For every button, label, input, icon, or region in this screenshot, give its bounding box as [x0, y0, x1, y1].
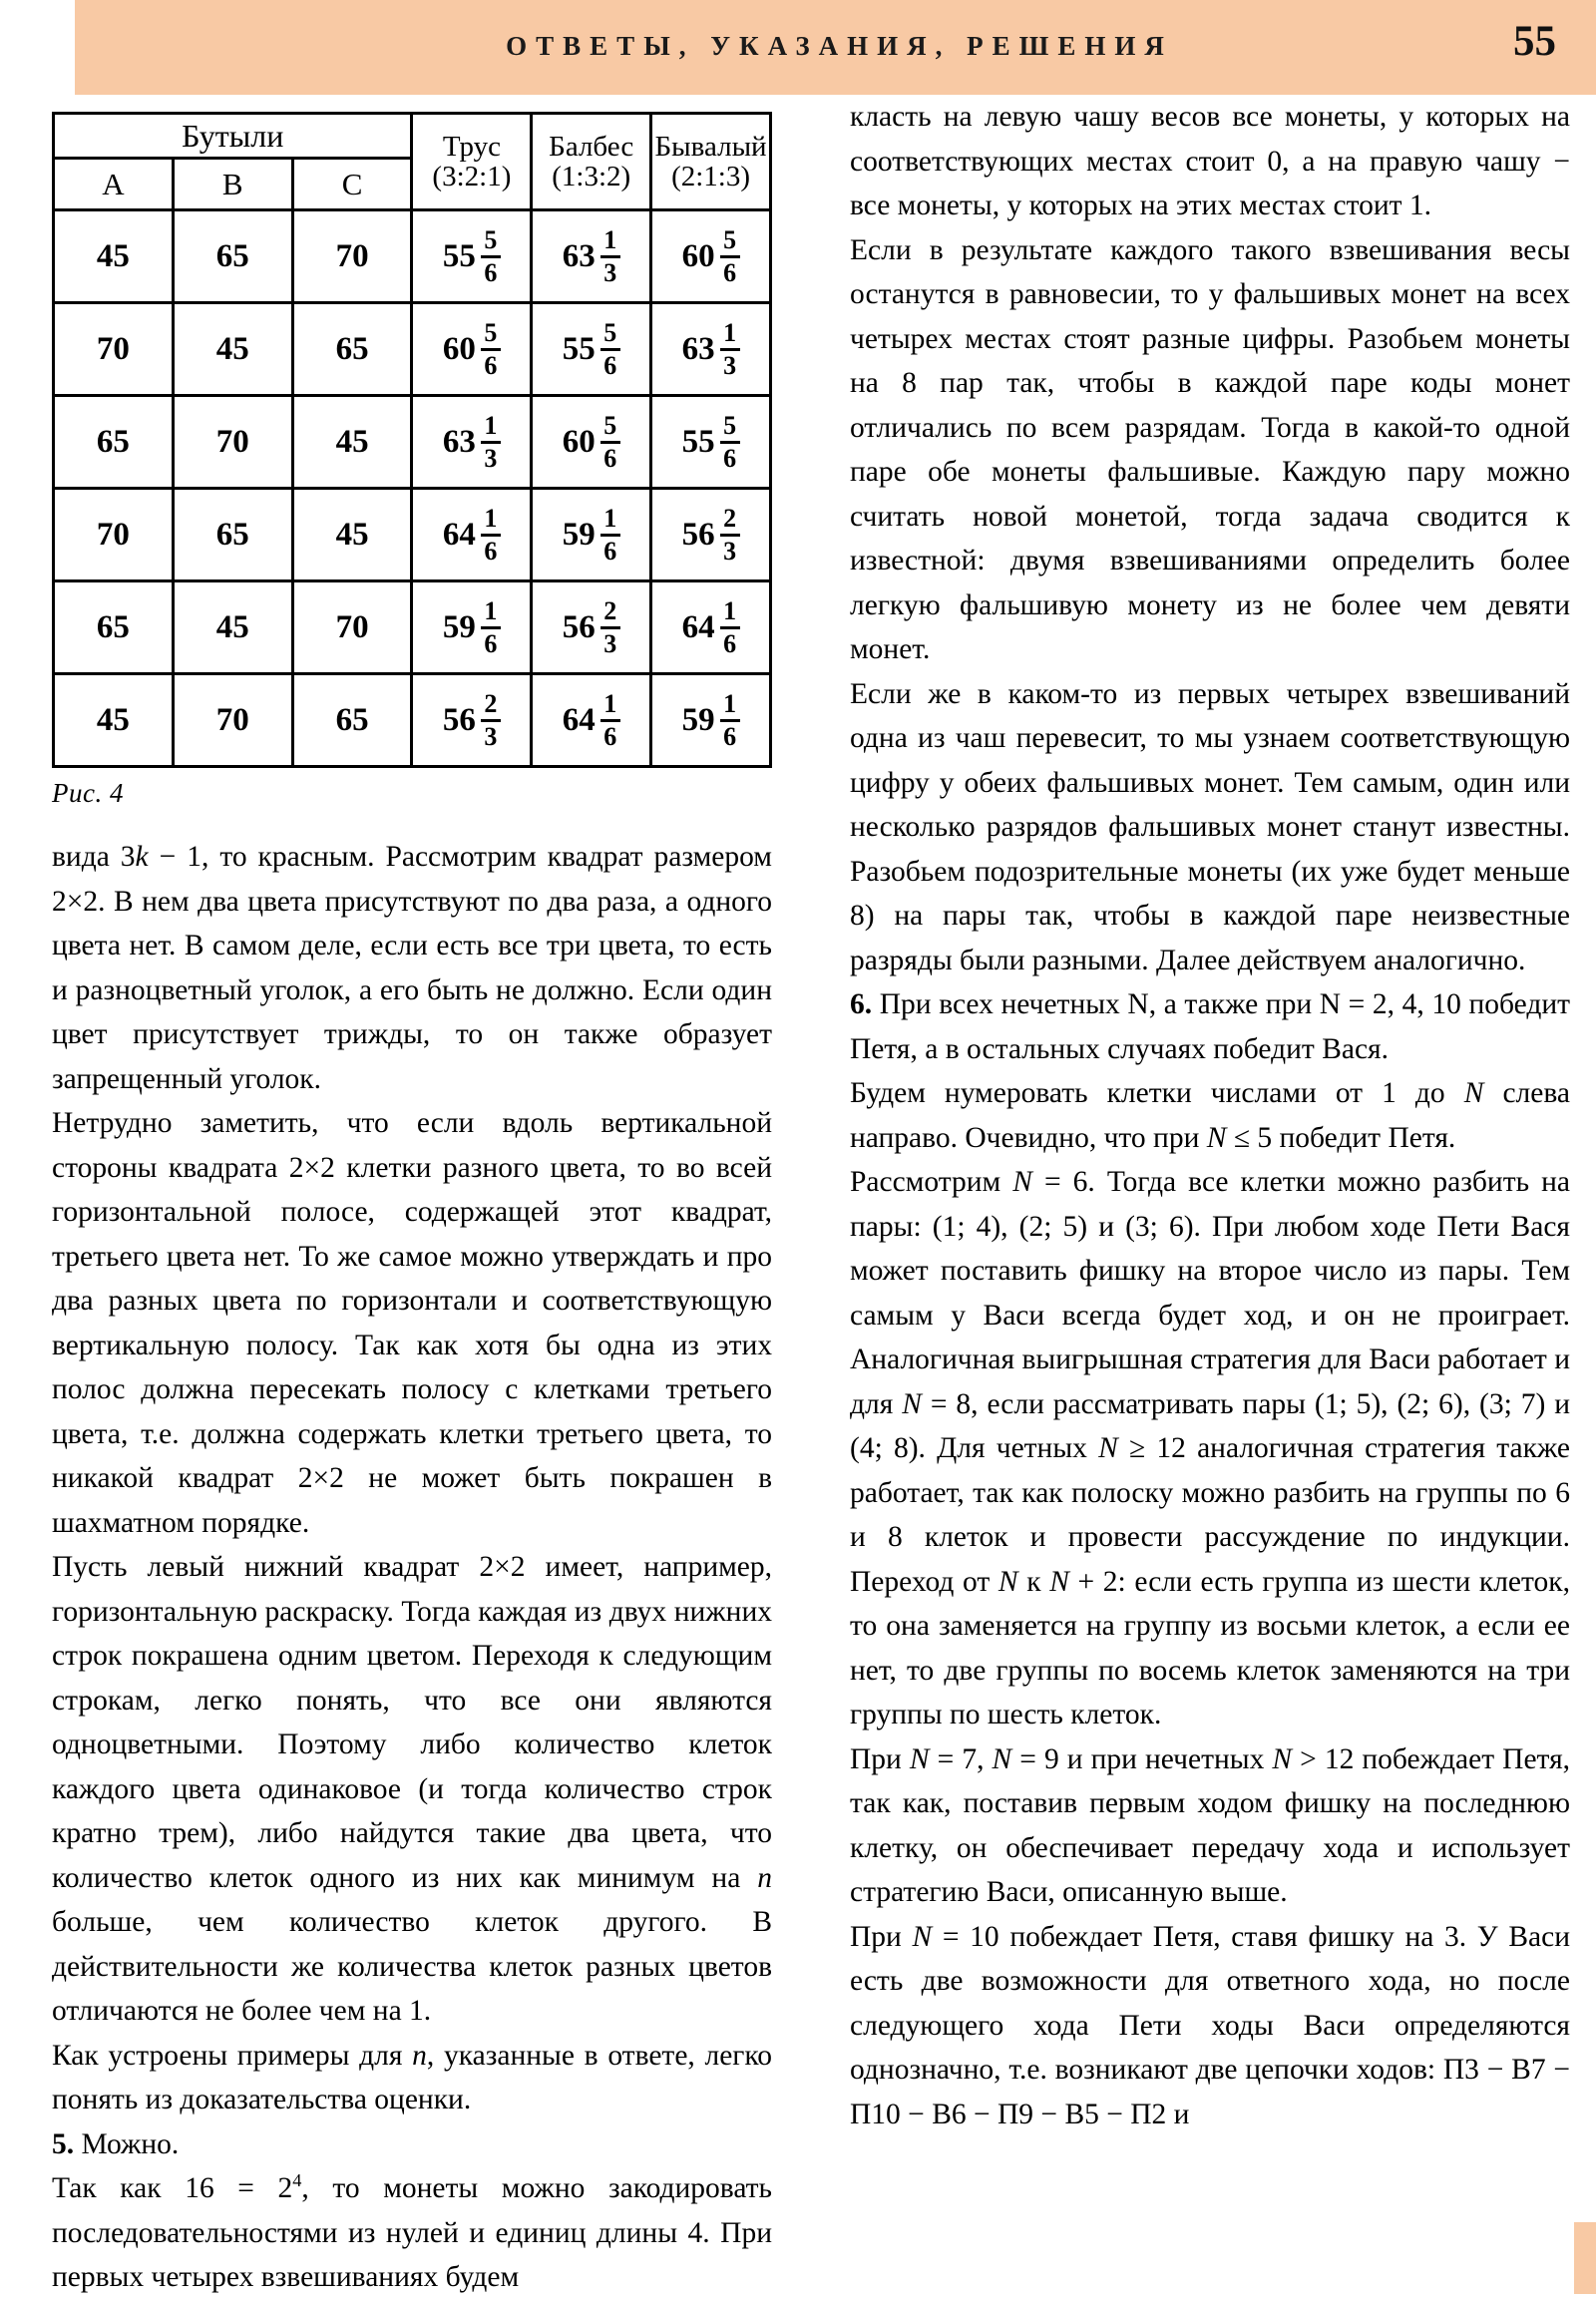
math-variable: N	[912, 1920, 933, 1953]
math-variable: k	[135, 841, 149, 873]
answer-6-text: При всех нечетных N, а также при N = 2, 4, 10 победит Петя, а в остальных случаях победит Вася.	[850, 988, 1571, 1065]
bottle-volume-cell: 65	[54, 581, 174, 674]
page-title: ОТВЕТЫ, УКАЗАНИЯ, РЕШЕНИЯ	[506, 31, 1173, 61]
answer-5-text: Можно.	[81, 2127, 180, 2160]
math-variable: N	[1049, 1565, 1069, 1598]
bottle-volume-cell: 70	[292, 210, 412, 303]
whole-part: 63	[562, 237, 596, 274]
numerator: 2	[484, 688, 498, 718]
whole-part: 60	[562, 423, 596, 460]
mixed-number	[562, 688, 620, 751]
denominator: 3	[603, 257, 617, 287]
denominator: 6	[723, 257, 737, 287]
bottle-volume-cell: 65	[54, 396, 174, 489]
exponent-4: 4	[292, 2170, 302, 2191]
mixed-number	[562, 503, 620, 566]
whole-part: 64	[681, 608, 715, 645]
denominator: 3	[484, 443, 498, 473]
person-ratio-trus: (3:2:1)	[432, 161, 512, 192]
table-row	[54, 674, 771, 767]
mixed-number	[442, 410, 501, 473]
header-person-balbes	[532, 114, 651, 210]
paragraph: Будем нумеровать клетки числами от 1 до N слева направо. Очевидно, что при N ≤ 5 победит Петя.	[850, 1077, 1570, 1154]
numerator: 1	[603, 688, 617, 718]
paragraph: Рассмотрим N = 6. Тогда все клетки можно разбить на пары: (1; 4), (2; 5) и (3; 6). При любом ходе Пети Вася может поставить фишку на второе число из пары. Тем самым у Васи всегда будет ход, и он не проиграет. Аналогичная выигрышная стратегия для Васи работает и для N = 8, если рассматривать пары (1; 5), (2; 6), (3; 7) и (4; 8). Для четных N ≥ 12 аналогичная стратегия также работает, так как полоску можно разбить на группы по 6 и 8 клеток и провести рассуждение по индукции. Переход от N к N + 2: если есть группа из шести клеток, то она заменяется на группу из восьми клеток, а если ее нет, то две группы по восемь клеток заменяются на три группы по шесть клеток.	[850, 1166, 1570, 1730]
bottle-volume-cell: 65	[292, 303, 412, 396]
math-variable: N	[1012, 1166, 1032, 1198]
math-variable: N	[1272, 1742, 1293, 1775]
bottle-volume-cell: 45	[173, 303, 292, 396]
mixed-number	[562, 317, 620, 380]
figure-4	[52, 112, 772, 809]
header-bottle-c: C	[292, 159, 412, 210]
denominator: 6	[603, 350, 617, 380]
whole-part: 63	[442, 423, 476, 460]
header-bottles-group: Бутыли	[54, 114, 412, 159]
answer-5-after-exp: , то монеты можно закодировать последовательностями из нулей и единиц длины 4. При первых четырех взвешиваниях будем	[52, 2172, 772, 2293]
right-column	[850, 95, 1570, 2136]
table-row	[54, 210, 771, 303]
numerator: 5	[603, 317, 617, 347]
denominator: 6	[723, 443, 737, 473]
share-value-cell	[412, 396, 532, 489]
math-variable: N	[992, 1742, 1012, 1775]
numerator: 2	[723, 503, 737, 533]
bottle-volume-cell: 70	[292, 581, 412, 674]
bottle-volume-cell: 70	[54, 303, 174, 396]
math-variable: n	[757, 1861, 772, 1894]
numerator: 5	[484, 317, 498, 347]
paragraph: Как устроены примеры для n, указанные в ответе, легко понять из доказательства оценки.	[52, 2039, 772, 2115]
mixed-number	[681, 317, 740, 380]
mixed-number	[681, 503, 740, 566]
whole-part: 56	[681, 516, 715, 553]
share-value-cell	[651, 210, 771, 303]
whole-part: 60	[442, 330, 476, 367]
denominator: 6	[484, 628, 498, 658]
math-variable: N	[998, 1565, 1018, 1598]
header-bottle-a: A	[54, 159, 174, 210]
left-body-text	[52, 835, 772, 2300]
page-body	[0, 95, 1596, 2294]
denominator: 3	[484, 721, 498, 751]
paragraph: Пусть левый нижний квадрат 2×2 имеет, например, горизонтальную раскраску. Тогда каждая из двух нижних строк покрашена одним цветом. Переходя к следующим строкам, легко понять, что все они являются одноцветными. Поэтому либо количество клеток каждого цвета одинаковое (и тогда количество строк кратно трем), либо найдутся такие два цвета, что количество клеток одного из них как минимум на n больше, чем количество клеток другого. В действительности же количества клеток разных цветов отличаются не более чем на 1.	[52, 1551, 772, 2027]
math-variable: N	[902, 1387, 922, 1420]
answer-6	[850, 982, 1570, 1071]
paragraph: вида 3k − 1, то красным. Рассмотрим квадрат размером 2×2. В нем два цвета присутствуют по два раза, а одного цвета нет. В самом деле, если есть все три цвета, то есть и разноцветный уголок, а его быть не должно. Если один цвет присутствует трижды, то он также образует запрещенный уголок.	[52, 841, 772, 1095]
answer-5-explanation	[52, 2166, 772, 2300]
denominator: 6	[484, 350, 498, 380]
bottle-volume-cell: 65	[173, 210, 292, 303]
share-value-cell	[532, 581, 651, 674]
person-name-balbes: Балбес	[549, 130, 634, 163]
whole-part: 56	[442, 701, 476, 738]
paragraph: класть на левую чашу весов все монеты, у которых на соответствующих местах стоит 0, а на правую чашу − все монеты, у которых на этих местах стоит 1.	[850, 101, 1570, 221]
mixed-number	[442, 503, 501, 566]
bottle-volume-cell: 65	[292, 674, 412, 767]
denominator: 6	[723, 628, 737, 658]
whole-part: 56	[562, 608, 596, 645]
header-person-byvalyj	[651, 114, 771, 210]
share-value-cell	[532, 210, 651, 303]
mixed-number	[562, 410, 620, 473]
page-number: 55	[1513, 18, 1556, 65]
fraction	[600, 317, 620, 380]
fraction	[600, 410, 620, 473]
share-value-cell	[532, 489, 651, 581]
whole-part: 55	[442, 237, 476, 274]
fraction	[720, 410, 740, 473]
share-value-cell	[532, 396, 651, 489]
fraction	[481, 688, 501, 751]
numerator: 2	[603, 595, 617, 625]
fraction	[720, 317, 740, 380]
denominator: 6	[603, 721, 617, 751]
share-value-cell	[651, 489, 771, 581]
share-value-cell	[651, 303, 771, 396]
paragraph: Если же в каком-то из первых четырех взвешиваний одна из чаш перевесит, то мы узнаем соответствующую цифру у обеих фальшивых монет. Тем самым, один или несколько разрядов фальшивых монет станут известны. Разобьем подозрительные монеты (их уже будет меньше 8) на пары так, чтобы в каждой паре неизвестные разряды были разными. Далее действуем аналогично.	[850, 677, 1570, 976]
page-header-band	[75, 0, 1596, 95]
header-bottle-b: B	[173, 159, 292, 210]
share-value-cell	[412, 303, 532, 396]
fraction	[481, 224, 501, 287]
mixed-number	[681, 595, 740, 658]
whole-part: 59	[681, 701, 715, 738]
numerator: 5	[723, 224, 737, 254]
bottle-volume-cell: 65	[173, 489, 292, 581]
numerator: 1	[484, 410, 498, 440]
mixed-number	[442, 317, 501, 380]
paragraph: Нетрудно заметить, что если вдоль вертикальной стороны квадрата 2×2 клетки разного цвета, то во всей горизонтальной полосе, содержащей этот квадрат, третьего цвета нет. То же самое можно утверждать и про два разных цвета по горизонтали и соответствующую вертикальную полосу. Так как хотя бы одна из этих полос должна пересекать полосу с клетками третьего цвета, т.е. должна содержать клетки третьего цвета, то никакой квадрат 2×2 не может быть покрашен в шахматном порядке.	[52, 1107, 772, 1539]
math-variable: n	[412, 2039, 427, 2072]
person-ratio-byvalyj: (2:1:3)	[671, 161, 751, 192]
bottle-volume-cell: 70	[173, 396, 292, 489]
mixed-number	[681, 688, 740, 751]
bottle-volume-cell: 45	[292, 396, 412, 489]
fraction	[481, 595, 501, 658]
bottle-volume-cell: 45	[292, 489, 412, 581]
share-value-cell	[532, 303, 651, 396]
fraction	[600, 224, 620, 287]
share-value-cell	[412, 581, 532, 674]
whole-part: 60	[681, 237, 715, 274]
fraction	[600, 688, 620, 751]
share-value-cell	[651, 674, 771, 767]
person-ratio-balbes: (1:3:2)	[552, 161, 631, 192]
table-row	[54, 396, 771, 489]
person-name-byvalyj: Бывалый	[654, 130, 767, 163]
numerator: 5	[484, 224, 498, 254]
numerator: 1	[603, 224, 617, 254]
whole-part: 64	[562, 701, 596, 738]
paragraph: Если в результате каждого такого взвешивания весы останутся в равновесии, то у фальшивых монет на всех четырех местах стоят разные цифры. Разобьем монеты на 8 пар так, чтобы в каждой паре коды монет отличались по всем разрядам. Тогда в какой-то одной паре обе монеты фальшивые. Каждую пару можно считать новой монетой, тогда задача сводится к известной: двумя взвешиваниями определить более легкую фальшивую монету из не более чем девяти монет.	[850, 233, 1570, 665]
denominator: 3	[723, 536, 737, 566]
denominator: 6	[603, 536, 617, 566]
whole-part: 59	[562, 516, 596, 553]
fraction	[481, 503, 501, 566]
math-variable: N	[1206, 1121, 1227, 1154]
corner-tab-decoration	[1574, 2222, 1596, 2294]
fraction	[600, 503, 620, 566]
numerator: 1	[484, 595, 498, 625]
share-value-cell	[651, 396, 771, 489]
person-name-trus: Трус	[442, 130, 501, 163]
numerator: 1	[603, 503, 617, 533]
numerator: 1	[723, 688, 737, 718]
table-header-row-1	[54, 114, 771, 159]
whole-part: 55	[681, 423, 715, 460]
right-body-text	[850, 95, 1570, 2136]
mixed-number	[562, 224, 620, 287]
answer-5	[52, 2122, 772, 2167]
share-value-cell	[532, 674, 651, 767]
fraction	[481, 410, 501, 473]
fraction	[481, 317, 501, 380]
answer-5-label: 5.	[52, 2127, 75, 2160]
left-column	[52, 95, 772, 2300]
share-value-cell	[412, 674, 532, 767]
table-head	[54, 114, 771, 210]
table-row	[54, 581, 771, 674]
paragraph: При N = 7, N = 9 и при нечетных N > 12 побеждает Петя, так как, поставив первым ходом фишку на последнюю клетку, он обеспечивает передачу хода и использует стратегию Васи, описанную выше.	[850, 1742, 1571, 1908]
whole-part: 55	[562, 330, 596, 367]
fraction	[720, 224, 740, 287]
bottle-volume-cell: 45	[173, 581, 292, 674]
fraction	[600, 595, 620, 658]
bottle-volume-cell: 70	[54, 489, 174, 581]
bottle-volume-cell: 45	[54, 674, 174, 767]
share-value-cell	[412, 489, 532, 581]
share-value-cell	[651, 581, 771, 674]
numerator: 1	[723, 317, 737, 347]
mixed-number	[442, 688, 501, 751]
denominator: 3	[603, 628, 617, 658]
numerator: 5	[603, 410, 617, 440]
whole-part: 59	[442, 608, 476, 645]
answer-5-before-exp: Так как 16 = 2	[52, 2172, 293, 2204]
denominator: 6	[484, 257, 498, 287]
mixed-number	[442, 595, 501, 658]
table-row	[54, 303, 771, 396]
math-variable: N	[1463, 1077, 1484, 1109]
denominator: 6	[603, 443, 617, 473]
whole-part: 64	[442, 516, 476, 553]
numerator: 1	[484, 503, 498, 533]
share-value-cell	[412, 210, 532, 303]
denominator: 3	[723, 350, 737, 380]
paragraph: При N = 10 побеждает Петя, ставя фишку на 3. У Васи есть две возможности для ответного хода, но после следующего хода Пети ходы Васи определяются однозначно, т.е. возникают две цепочки ходов: П3 − В7 − П10 − В6 − П9 − В5 − П2 и	[850, 1920, 1570, 2130]
fraction	[720, 503, 740, 566]
mixed-number	[681, 224, 740, 287]
denominator: 6	[484, 536, 498, 566]
header-person-trus	[412, 114, 532, 210]
fraction	[720, 595, 740, 658]
denominator: 6	[723, 721, 737, 751]
answer-6-label: 6.	[850, 988, 873, 1020]
whole-part: 63	[681, 330, 715, 367]
numerator: 5	[723, 410, 737, 440]
table-row	[54, 489, 771, 581]
bottle-volume-cell: 70	[173, 674, 292, 767]
bottle-volume-cell: 45	[54, 210, 174, 303]
mixed-number	[562, 595, 620, 658]
fraction	[720, 688, 740, 751]
mixed-number	[681, 410, 740, 473]
table-body	[54, 210, 771, 767]
math-variable: N	[909, 1742, 930, 1775]
mixed-number	[442, 224, 501, 287]
bottles-distribution-table	[52, 112, 772, 768]
numerator: 1	[723, 595, 737, 625]
figure-caption: Рис. 4	[52, 778, 124, 808]
math-variable: N	[1098, 1432, 1118, 1464]
